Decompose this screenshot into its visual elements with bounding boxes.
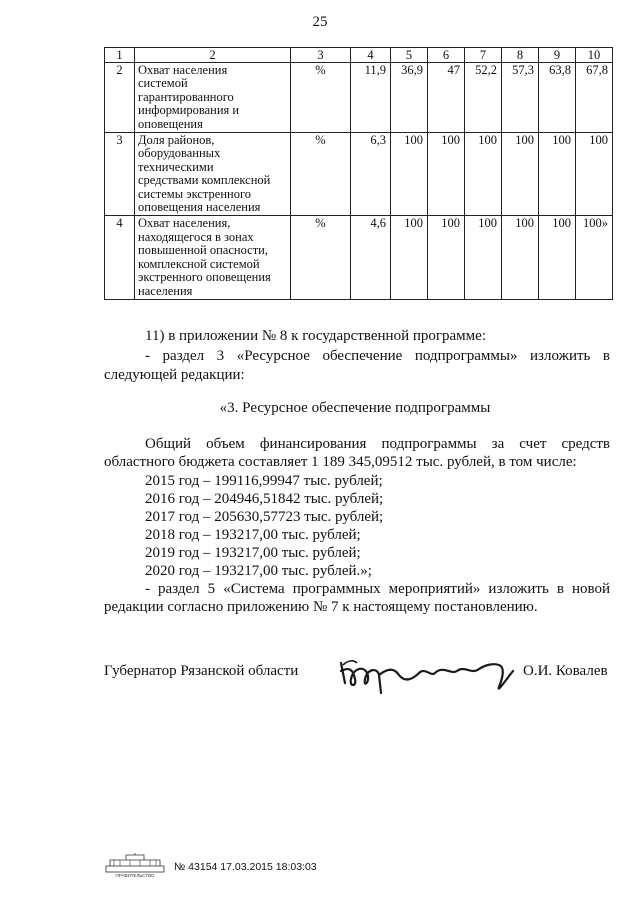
- table-row: [105, 216, 613, 299]
- value-cell: 6,3: [351, 133, 391, 216]
- indicator-name-line: Охват населения,: [138, 216, 231, 231]
- value-cell: 36,9: [391, 63, 428, 133]
- value-cell: 52,2: [465, 63, 502, 133]
- row-number: 3: [105, 133, 135, 216]
- value-cell: 100: [539, 216, 576, 299]
- year-funding-line: 2020 год – 193217,00 тыс. рублей.»;: [145, 563, 372, 579]
- value-cell: 100: [428, 216, 465, 299]
- funding-line2: областного бюджета составляет 1 189 345,09512 тыс. рублей, в том числе:: [104, 454, 577, 470]
- indicator-name-line: находящегося в зонах: [138, 229, 254, 244]
- indicator-name-line: экстренного оповещения: [138, 270, 271, 285]
- header-cell: 9: [539, 48, 576, 63]
- handwritten-signature: [335, 645, 520, 700]
- year-funding-line: 2017 год – 205630,57723 тыс. рублей;: [145, 509, 384, 525]
- page-number: 25: [312, 14, 328, 30]
- section5-line1: - раздел 5 «Система программных мероприятий» изложить в новой: [145, 581, 610, 597]
- registration-stamp: № 43154 17.03.2015 18:03:03: [174, 861, 317, 873]
- table-row: [105, 133, 613, 216]
- header-cell: 1: [105, 48, 135, 63]
- header-cell: 6: [428, 48, 465, 63]
- indicator-name: [135, 216, 291, 299]
- value-cell: 100: [391, 133, 428, 216]
- unit-cell: %: [291, 63, 351, 133]
- indicator-name-line: оборудованных: [138, 146, 221, 161]
- value-cell: 100: [502, 216, 539, 299]
- value-cell: 100: [465, 133, 502, 216]
- value-cell: 100: [502, 133, 539, 216]
- item-11-text: 11) в приложении № 8 к государственной программе:: [145, 328, 486, 344]
- funding-line1: Общий объем финансирования подпрограммы за счет средств: [145, 436, 610, 452]
- indicator-name-line: комплексной системой: [138, 256, 260, 271]
- indicators-table: [104, 47, 613, 300]
- header-cell: 5: [391, 48, 428, 63]
- value-cell: 63,8: [539, 63, 576, 133]
- indicator-name-line: системы экстренного: [138, 186, 252, 201]
- indicator-name-line: Охват населения: [138, 63, 228, 77]
- value-cell: 100: [428, 133, 465, 216]
- section5-line2: редакции согласно приложению № 7 к настоящему постановлению.: [104, 599, 538, 615]
- header-cell: 10: [576, 48, 613, 63]
- value-cell: 100: [576, 133, 613, 216]
- indicator-name-line: техническими: [138, 159, 214, 174]
- value-cell: 47: [428, 63, 465, 133]
- indicator-name-line: системой: [138, 76, 188, 91]
- section3-intro-line1: - раздел 3 «Ресурсное обеспечение подпрограммы» изложить в: [145, 348, 610, 364]
- year-funding-line: 2016 год – 204946,51842 тыс. рублей;: [145, 491, 384, 507]
- indicator-name-line: повышенной опасности,: [138, 243, 268, 258]
- unit-cell: %: [291, 216, 351, 299]
- header-cell: 2: [135, 48, 291, 63]
- value-cell: 100: [465, 216, 502, 299]
- indicator-name: [135, 63, 291, 133]
- header-cell: 3: [291, 48, 351, 63]
- table-row: [105, 63, 613, 133]
- signatory-position: Губернатор Рязанской области: [104, 663, 299, 679]
- value-cell: 57,3: [502, 63, 539, 133]
- header-cell: 8: [502, 48, 539, 63]
- value-cell: 100»: [576, 216, 613, 299]
- value-cell: 67,8: [576, 63, 613, 133]
- table-header-row: [105, 48, 613, 63]
- year-funding-line: 2018 год – 193217,00 тыс. рублей;: [145, 527, 361, 543]
- section3-intro-line2: следующей редакции:: [104, 367, 245, 383]
- signatory-name: О.И. Ковалев: [523, 663, 608, 679]
- indicator-name: [135, 133, 291, 216]
- value-cell: 11,9: [351, 63, 391, 133]
- logo-lettering: ПРАВИТЕЛЬСТВО: [115, 873, 155, 878]
- unit-cell: %: [291, 133, 351, 216]
- year-funding-line: 2019 год – 193217,00 тыс. рублей;: [145, 545, 361, 561]
- year-funding-line: 2015 год – 199116,99947 тыс. рублей;: [145, 473, 383, 489]
- row-number: 2: [105, 63, 135, 133]
- value-cell: 4,6: [351, 216, 391, 299]
- indicator-name-line: гарантированного: [138, 89, 234, 104]
- header-cell: 7: [465, 48, 502, 63]
- indicator-name-line: Доля районов,: [138, 133, 215, 148]
- value-cell: 100: [391, 216, 428, 299]
- header-cell: 4: [351, 48, 391, 63]
- indicator-name-line: информирования и: [138, 103, 240, 118]
- government-building-logo: [104, 852, 168, 878]
- row-number: 4: [105, 216, 135, 299]
- indicator-name-line: населения: [138, 283, 193, 298]
- indicator-name-line: оповещения: [138, 116, 203, 131]
- section3-title: «3. Ресурсное обеспечение подпрограммы: [219, 400, 491, 416]
- indicator-name-line: средствами комплексной: [138, 173, 271, 188]
- value-cell: 100: [539, 133, 576, 216]
- indicator-name-line: оповещения населения: [138, 200, 261, 215]
